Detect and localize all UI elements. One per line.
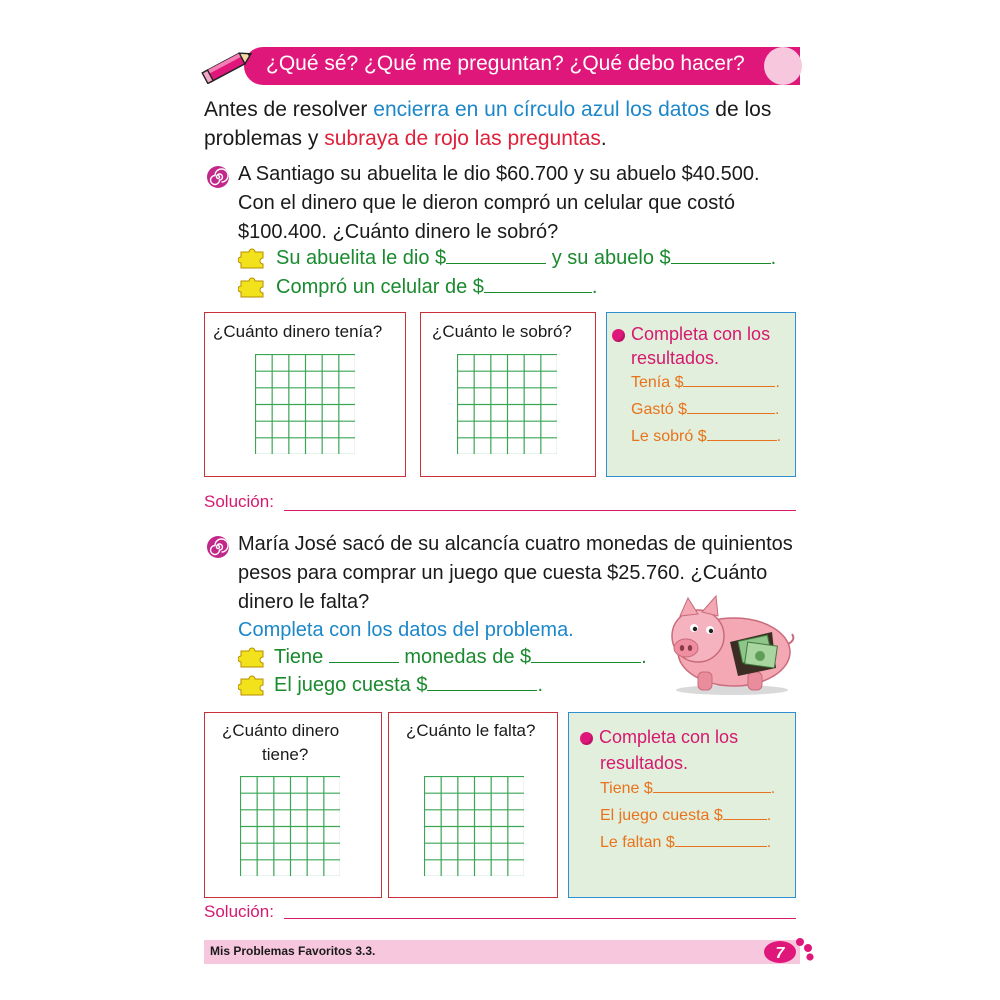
piggy-bank-illustration bbox=[660, 592, 796, 696]
paw-page-badge-icon bbox=[758, 934, 818, 966]
result-end: . bbox=[766, 807, 772, 824]
intro-text: de los bbox=[709, 98, 772, 121]
answer-blank[interactable] bbox=[683, 385, 775, 387]
result-line-has bbox=[600, 780, 775, 798]
result-end: . bbox=[766, 834, 772, 851]
problem1-line-2: Con el dinero que le dieron compró un celular que costó bbox=[238, 192, 735, 214]
result-line-spent bbox=[631, 401, 779, 419]
solution-line[interactable] bbox=[284, 918, 796, 919]
problem2-fill-1 bbox=[274, 643, 647, 672]
result-line-left bbox=[631, 428, 781, 446]
fill-label: . bbox=[770, 247, 777, 269]
page-title: ¿Qué sé? ¿Qué me preguntan? ¿Qué debo hacer? bbox=[266, 52, 745, 75]
footer-book-title: Mis Problemas Favoritos 3.3. bbox=[210, 944, 376, 958]
results-title-text: Completa con los bbox=[599, 727, 739, 747]
intro-text: Antes de resolver bbox=[204, 98, 374, 121]
work-box-label: ¿Cuánto le sobró? bbox=[432, 322, 572, 341]
result-line-game-cost bbox=[600, 807, 771, 825]
problem1-line-1: A Santiago su abuelita le dio $60.700 y su abuelo $40.500. bbox=[238, 163, 760, 185]
answer-blank[interactable] bbox=[707, 439, 777, 441]
answer-blank[interactable] bbox=[653, 791, 771, 793]
fill-label: . bbox=[641, 646, 647, 668]
intro-line-2 bbox=[204, 124, 607, 153]
header-banner-cap bbox=[764, 47, 802, 85]
intro-blue-text: encierra en un círculo azul los datos bbox=[373, 98, 710, 121]
work-box-label: ¿Cuánto le falta? bbox=[406, 721, 536, 740]
problem1-line-3: $100.400. ¿Cuánto dinero le sobró? bbox=[238, 221, 559, 243]
results-title bbox=[580, 727, 738, 748]
problem2-fill-2 bbox=[274, 671, 543, 700]
result-label: Le sobró $ bbox=[631, 428, 707, 445]
result-end: . bbox=[775, 401, 780, 418]
solution-label: Solución: bbox=[204, 902, 274, 921]
result-line-had bbox=[631, 374, 780, 392]
fill-label: El juego cuesta $ bbox=[274, 674, 428, 696]
intro-red-text: subraya de rojo las preguntas bbox=[324, 127, 601, 150]
work-box-label: ¿Cuánto dinero tenía? bbox=[213, 322, 383, 341]
result-end: . bbox=[776, 428, 782, 445]
results-title-2: resultados. bbox=[631, 348, 720, 368]
result-label: El juego cuesta $ bbox=[600, 807, 723, 824]
puzzle-icon bbox=[238, 277, 268, 299]
answer-blank[interactable] bbox=[427, 689, 537, 691]
intro-text: problemas y bbox=[204, 127, 325, 150]
page-number: 7 bbox=[775, 945, 785, 962]
problem2-line-3: dinero le falta? bbox=[238, 591, 370, 613]
work-box-label: tiene? bbox=[262, 745, 309, 764]
answer-blank[interactable] bbox=[723, 818, 767, 820]
calc-grid[interactable] bbox=[424, 776, 524, 876]
result-end: . bbox=[770, 780, 776, 797]
work-box-label: ¿Cuánto dinero bbox=[222, 721, 340, 740]
fill-label: Compró un celular de $ bbox=[276, 276, 484, 298]
fill-label: Tiene bbox=[274, 646, 329, 668]
problem1-fill-2 bbox=[276, 273, 597, 302]
answer-blank[interactable] bbox=[484, 291, 592, 293]
answer-blank[interactable] bbox=[329, 661, 399, 663]
intro-line-1 bbox=[204, 95, 771, 124]
fill-label: monedas de $ bbox=[398, 646, 532, 668]
pencil-icon bbox=[200, 48, 256, 84]
solution-line[interactable] bbox=[284, 510, 796, 511]
result-end: . bbox=[775, 374, 780, 391]
spiral-bullet-icon bbox=[206, 535, 230, 559]
results-title-2: resultados. bbox=[600, 753, 689, 773]
answer-blank[interactable] bbox=[531, 661, 641, 663]
result-label: Le faltan $ bbox=[600, 834, 675, 851]
calc-grid[interactable] bbox=[255, 354, 355, 454]
fill-label: y su abuelo $ bbox=[546, 247, 671, 269]
problem2-line-1: María José sacó de su alcancía cuatro monedas de quinientos bbox=[238, 533, 793, 555]
puzzle-icon bbox=[238, 675, 268, 697]
problem2-line-2: pesos para comprar un juego que cuesta $25.760. ¿Cuánto bbox=[238, 562, 768, 584]
problem2-instruction: Completa con los datos del problema. bbox=[238, 619, 574, 641]
problem1-fill-1 bbox=[276, 244, 776, 273]
intro-text: . bbox=[600, 127, 607, 150]
fill-label: . bbox=[591, 276, 598, 298]
puzzle-icon bbox=[238, 647, 268, 669]
calc-grid[interactable] bbox=[240, 776, 340, 876]
answer-blank[interactable] bbox=[446, 262, 546, 264]
solution-label: Solución: bbox=[204, 492, 274, 511]
answer-blank[interactable] bbox=[671, 262, 771, 264]
calc-grid[interactable] bbox=[457, 354, 557, 454]
result-line-missing bbox=[600, 834, 771, 852]
pink-dot-icon bbox=[612, 329, 625, 342]
results-title bbox=[612, 324, 770, 345]
answer-blank[interactable] bbox=[687, 412, 775, 414]
result-label: Tiene $ bbox=[600, 780, 653, 797]
results-title-text: Completa con los bbox=[631, 324, 771, 344]
fill-label: . bbox=[537, 674, 543, 696]
puzzle-icon bbox=[238, 248, 268, 270]
spiral-bullet-icon bbox=[206, 165, 230, 189]
result-label: Tenía $ bbox=[631, 374, 684, 391]
result-label: Gastó $ bbox=[631, 401, 688, 418]
answer-blank[interactable] bbox=[675, 845, 767, 847]
fill-label: Su abuelita le dio $ bbox=[276, 247, 447, 269]
pink-dot-icon bbox=[580, 732, 593, 745]
